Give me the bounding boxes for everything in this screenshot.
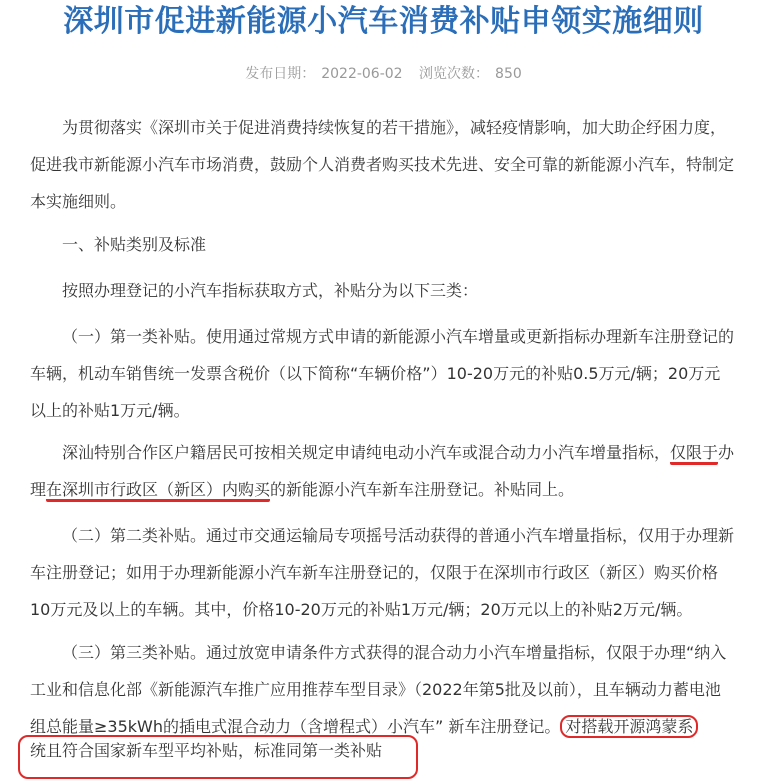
paragraph-categories: 按照办理登记的小汽车指标获取方式，补贴分为以下三类： bbox=[62, 281, 479, 300]
article-meta bbox=[0, 63, 767, 83]
paragraph-shenshan: 深汕特别合作区户籍居民可按相关规定申请纯电动小汽车或混合动力小汽车增量指标，仅限于办理在深圳市行政区（新区）内购买的新能源小汽车新车注册登记。补贴同上。 bbox=[30, 434, 735, 508]
paragraph-subsidy-3: （三）第三类补贴。通过放宽申请条件方式获得的混合动力小汽车增量指标，仅限于办理“纳入工业和信息化部《新能源汽车推广应用推荐车型目录》（2022年第5批及以前），且车辆动力蓄电池组总能量≥35kWh的插电式混合动力（含增程式）小汽车” 新车注册登记。 对搭载开源鸿蒙系 bbox=[30, 643, 727, 736]
section-heading: 一、补贴类别及标准 bbox=[62, 235, 207, 254]
paragraph-subsidy-1: （一）第一类补贴。使用通过常规方式申请的新能源小汽车增量或更新指标办理新车注册登记的车辆，机动车销售统一发票含税价（以下简称“车辆价格”）10-20万元的补贴0.5万元/辆；20万元以上的补贴1万元/辆。 bbox=[30, 327, 735, 420]
highlight-circle: 对搭载开源鸿蒙系 bbox=[560, 715, 698, 738]
highlight-underline: 在深圳市行政区（新区）内购买 bbox=[46, 480, 270, 502]
paragraph-subsidy-2: （二）第二类补贴。通过市交通运输局专项摇号活动获得的普通小汽车增量指标，仅用于办理新车注册登记；如用于办理新能源小汽车新车注册登记的，仅限于在深圳市行政区（新区）购买价格10万元及以上的车辆。其中，价格10-20万元的补贴1万元/辆；20万元以上的补贴2万元/辆。 bbox=[30, 526, 735, 619]
paragraph-intro: 为贯彻落实《深圳市关于促进消费持续恢复的若干措施》，减轻疫情影响，加大助企纾困力度，促进我市新能源小汽车市场消费，鼓励个人消费者购买技术先进、安全可靠的新能源小汽车，特制定本实施细则。 bbox=[30, 118, 735, 211]
highlight-underline: 仅限于 bbox=[670, 443, 718, 465]
paragraph-cutoff: 统且符合国家新车型平均补贴，标准同第一类补贴 bbox=[30, 741, 383, 760]
publish-date: 发布日期： 2022-06-02 bbox=[245, 66, 403, 82]
page-title: 深圳市促进新能源小汽车消费补贴申领实施细则 bbox=[63, 4, 704, 39]
view-count: 浏览次数： 850 bbox=[419, 66, 522, 82]
